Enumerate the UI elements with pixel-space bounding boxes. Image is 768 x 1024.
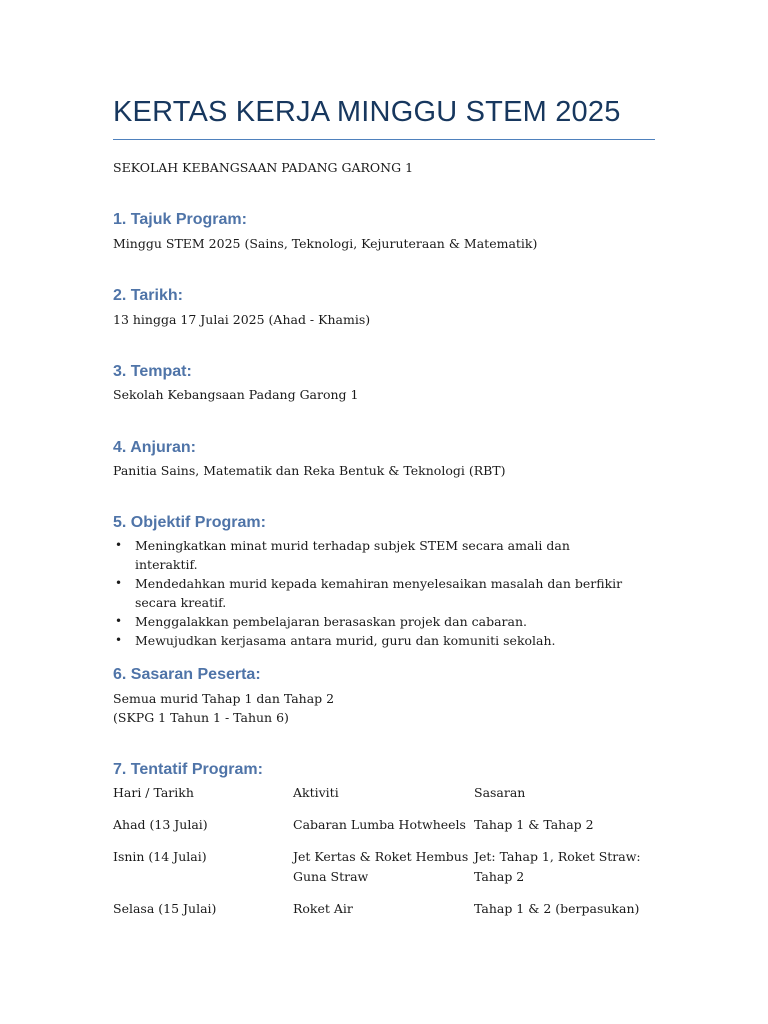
table-cell: Isnin (14 Julai) <box>113 849 207 864</box>
table-row <box>113 847 655 899</box>
title-divider <box>113 139 655 140</box>
section-text-tarikh: 13 hingga 17 Julai 2025 (Ahad - Khamis) <box>113 312 371 327</box>
list-item <box>113 631 633 650</box>
column-header-activity: Aktiviti <box>293 785 339 800</box>
column-header-date: Hari / Tarikh <box>113 785 194 800</box>
table-cell: Ahad (13 Julai) <box>113 817 208 832</box>
section-text-sasaran-2: (SKPG 1 Tahun 1 - Tahun 6) <box>113 710 289 725</box>
table-cell: Tahap 1 & Tahap 2 <box>474 817 594 832</box>
table-cell: Tahap 1 & 2 (berpasukan) <box>474 901 640 916</box>
objective-list <box>113 536 633 650</box>
bullet-icon: • <box>115 614 123 628</box>
section-heading-objektif: 5. Objektif Program: <box>113 514 266 531</box>
objective-text: Mendedahkan murid kepada kemahiran menyelesaikan masalah dan berfikir secara kreatif. <box>135 576 623 610</box>
table-cell: Jet Kertas & Roket Hembus Guna Straw <box>293 849 469 884</box>
bullet-icon: • <box>115 633 123 647</box>
bullet-icon: • <box>115 538 123 552</box>
list-item <box>113 536 633 574</box>
table-row <box>113 815 655 847</box>
section-text-sasaran-1: Semua murid Tahap 1 dan Tahap 2 <box>113 691 335 706</box>
document-title: KERTAS KERJA MINGGU STEM 2025 <box>113 96 621 128</box>
section-heading-sasaran: 6. Sasaran Peserta: <box>113 666 261 683</box>
section-heading-tentatif: 7. Tentatif Program: <box>113 761 263 778</box>
section-heading-tempat: 3. Tempat: <box>113 363 192 380</box>
objective-text: Meningkatkan minat murid terhadap subjek STEM secara amali dan interaktif. <box>135 538 570 572</box>
section-text-tempat: Sekolah Kebangsaan Padang Garong 1 <box>113 387 359 402</box>
table-row <box>113 899 655 931</box>
list-item <box>113 612 633 631</box>
table-header-row <box>113 783 655 815</box>
table-cell: Jet: Tahap 1, Roket Straw: Tahap 2 <box>474 849 641 884</box>
section-heading-tarikh: 2. Tarikh: <box>113 287 183 304</box>
section-heading-anjuran: 4. Anjuran: <box>113 439 196 456</box>
schedule-table <box>113 783 655 931</box>
section-text-anjuran: Panitia Sains, Matematik dan Reka Bentuk & Teknologi (RBT) <box>113 463 506 478</box>
section-text-tajuk: Minggu STEM 2025 (Sains, Teknologi, Kejuruteraan & Matematik) <box>113 236 538 251</box>
bullet-icon: • <box>115 576 123 590</box>
section-heading-tajuk: 1. Tajuk Program: <box>113 211 247 228</box>
table-cell: Selasa (15 Julai) <box>113 901 217 916</box>
objective-text: Mewujudkan kerjasama antara murid, guru dan komuniti sekolah. <box>135 633 556 648</box>
column-header-target: Sasaran <box>474 785 526 800</box>
objective-text: Menggalakkan pembelajaran berasaskan projek dan cabaran. <box>135 614 527 629</box>
school-name: SEKOLAH KEBANGSAAN PADANG GARONG 1 <box>113 160 414 175</box>
list-item <box>113 574 633 612</box>
table-cell: Cabaran Lumba Hotwheels <box>293 817 466 832</box>
table-cell: Roket Air <box>293 901 353 916</box>
